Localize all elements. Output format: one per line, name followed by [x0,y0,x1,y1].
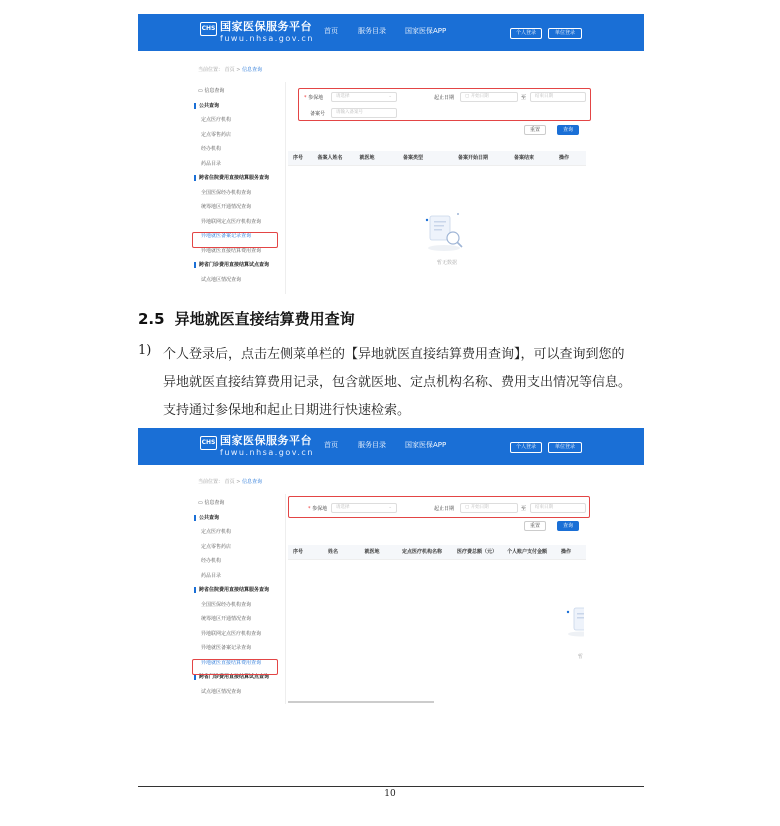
sidebar-item-label: 定点零售药店 [201,131,232,138]
sidebar-item-label: 异地就医直接结算费用查询 [201,247,262,254]
list-marker: 1) [138,343,152,358]
sidebar-item[interactable] [192,540,284,555]
sidebar-item[interactable] [192,273,284,288]
col-header: 医疗费总额（元） [456,549,498,555]
col-header: 备案人姓名 [317,155,343,161]
sidebar-item[interactable] [192,569,284,584]
horizontal-scrollbar[interactable] [288,701,434,703]
table-header [288,545,586,560]
sidebar-group-title [192,258,284,273]
page-number: 10 [384,789,396,799]
sidebar-item-label: 跨省住院费用直接结算服务查询 [199,175,270,181]
unit-login-button[interactable]: 单位登录 [548,28,582,39]
site-url: fuwu.nhsa.gov.cn [220,34,314,43]
sidebar-item-label: 定点医疗机构 [201,529,232,535]
breadcrumb-home[interactable]: 首页 [224,479,235,485]
end-date-input[interactable]: 结束日期 [530,92,586,102]
sidebar-item[interactable] [192,215,284,230]
sidebar-item[interactable] [192,554,284,569]
sidebar-item-label: 经办机构 [201,558,222,564]
paragraph-line: 支持通过参保地和起止日期进行快速检索。 [163,403,411,418]
empty-text: 暂 [578,654,584,660]
highlight-box [192,659,278,675]
query-button[interactable]: 查询 [557,125,579,135]
empty-text: 暂无数据 [437,260,458,266]
col-header: 就医地 [359,155,375,161]
sidebar-item-label: 异地就医备案记录查询 [201,645,252,651]
col-header: 姓名 [327,549,339,555]
sidebar-item[interactable] [192,200,284,215]
date-range-label: 起止日期 [434,95,455,101]
section-heading [138,308,355,329]
site-title: 国家医保服务平台 [220,20,312,33]
col-header: 序号 [292,155,304,161]
table-header [288,151,586,166]
logo-icon: CHS [200,22,217,36]
chevron-down-icon: ⌄ [388,505,392,510]
section-title: 异地就医直接结算费用查询 [174,310,355,328]
reset-button[interactable]: 重置 [524,125,546,135]
col-header: 备案开始日期 [457,155,489,161]
sidebar-item-label: 异地就医备案记录查询 [201,233,252,239]
col-header: 定点医疗机构名称 [401,549,443,555]
breadcrumb-prefix: 当前位置： [198,67,224,73]
breadcrumb [198,478,262,485]
breadcrumb-home[interactable]: 首页 [224,67,235,73]
sidebar-item-label: 经办机构 [201,146,222,152]
reset-button[interactable]: 重置 [524,521,546,531]
sidebar-item-label: 公共查询 [199,514,220,521]
date-range-label: 起止日期 [434,506,455,512]
paragraph-line: 异地就医直接结算费用记录，包含就医地、定点机构名称、费用支出情况等信息。 [163,375,632,390]
sidebar-item-label: 信息查询 [204,88,225,94]
empty-data-illustration [422,208,468,254]
breadcrumb-prefix: 当前位置： [198,479,224,485]
record-number-input[interactable]: 请输入备案号 [331,108,397,118]
sidebar-group-title [192,99,284,114]
sidebar-item-label: 异地联网定点医疗机构查询 [201,218,262,225]
folder-icon: ▭ [198,88,205,94]
sidebar-group-title [192,171,284,186]
insured-place-label: * 参保地 [308,506,328,512]
col-header: 序号 [292,549,304,555]
screenshot-settlement-query [138,428,644,704]
screenshot-record-query [138,14,644,294]
section-number: 2.5 [138,310,165,328]
sidebar-item-label: 全国医保经办机构查询 [201,601,252,608]
col-header: 操作 [560,549,572,555]
query-button[interactable]: 查询 [557,521,579,531]
sidebar-item[interactable] [192,612,284,627]
site-header [138,14,644,51]
sidebar-group-title [192,511,284,526]
sidebar-item[interactable] [192,685,284,700]
sidebar-item-label: 药品目录 [201,572,222,579]
sidebar-item-label: 全国医保经办机构查询 [201,189,252,196]
highlight-box [192,232,278,248]
sidebar-item-label: 信息查询 [204,500,225,506]
empty-data-illustration [564,604,584,640]
breadcrumb-current: 信息查询 [242,67,263,73]
calendar-icon: ▢ [465,94,471,99]
breadcrumb [198,66,262,73]
sidebar-item[interactable] [192,84,284,99]
nav-app[interactable]: 国家医保APP [405,27,447,35]
insured-place-label: * 参保地 [304,95,324,101]
insured-place-select[interactable]: 请选择 ⌄ [331,503,397,513]
sidebar-item-label: 跨省门诊费用直接结算试点查询 [199,674,270,680]
sidebar-item[interactable] [192,525,284,540]
sidebar-item-label: 跨省住院费用直接结算服务查询 [199,587,270,593]
nav-home[interactable]: 首页 [324,27,338,35]
sidebar-group-title [192,583,284,598]
sidebar-item-label: 统筹地区开通情况查询 [201,204,252,210]
col-header: 就医地 [364,549,380,555]
record-number-label: 备案号 [310,111,326,117]
sidebar-item[interactable] [192,113,284,128]
sidebar-item-label: 定点零售药店 [201,543,232,550]
start-date-input[interactable]: ▢ 开始日期 [460,92,518,102]
nav-services[interactable]: 服务目录 [358,441,386,449]
nav-services[interactable]: 服务目录 [358,27,386,35]
breadcrumb-sep: > [236,67,241,73]
logo-icon: CHS [200,436,217,450]
sidebar-item[interactable] [192,157,284,172]
date-sep: 至 [521,506,527,512]
sidebar-item-label: 跨省门诊费用直接结算试点查询 [199,262,270,268]
insured-place-select[interactable]: 请选择 ⌄ [331,92,397,102]
sidebar [192,84,284,287]
sidebar-item-label: 异地联网定点医疗机构查询 [201,630,262,637]
unit-login-button[interactable]: 单位登录 [548,442,582,453]
end-date-input[interactable]: 结束日期 [530,503,586,513]
sidebar-item[interactable] [192,641,284,656]
sidebar-item[interactable] [192,598,284,613]
footer-rule [138,786,644,787]
date-sep: 至 [521,95,527,101]
chevron-down-icon: ⌄ [388,94,392,99]
site-url: fuwu.nhsa.gov.cn [220,448,314,457]
sidebar-item[interactable] [192,186,284,201]
sidebar-item[interactable] [192,128,284,143]
sidebar-item-label: 异地就医直接结算费用查询 [201,659,262,666]
sidebar-item[interactable] [192,496,284,511]
sidebar-item-label: 药品目录 [201,160,222,167]
personal-login-button[interactable]: 个人登录 [510,442,542,453]
paragraph-line: 个人登录后，点击左侧菜单栏的【异地就医直接结算费用查询】，可以查询到您的 [163,347,625,362]
personal-login-button[interactable]: 个人登录 [510,28,542,39]
sidebar-item[interactable] [192,142,284,157]
breadcrumb-current: 信息查询 [242,479,263,485]
site-title: 国家医保服务平台 [220,434,312,447]
sidebar-item-label: 公共查询 [199,102,220,109]
col-header: 备案类型 [402,155,424,161]
start-date-input[interactable]: ▢ 开始日期 [460,503,518,513]
sidebar-item-label: 试点地区情况查询 [201,688,242,695]
sidebar-item-label: 试点地区情况查询 [201,276,242,283]
col-header: 个人账户支付金额 [506,549,548,555]
folder-icon: ▭ [198,500,205,506]
sidebar-item-label: 统筹地区开通情况查询 [201,616,252,622]
nav-home[interactable]: 首页 [324,441,338,449]
col-header: 操作 [558,155,570,161]
calendar-icon: ▢ [465,505,471,510]
breadcrumb-sep: > [236,479,241,485]
site-header [138,428,644,465]
nav-app[interactable]: 国家医保APP [405,441,447,449]
col-header: 备案结束 [513,155,535,161]
sidebar-item[interactable] [192,627,284,642]
sidebar-item-label: 定点医疗机构 [201,117,232,123]
